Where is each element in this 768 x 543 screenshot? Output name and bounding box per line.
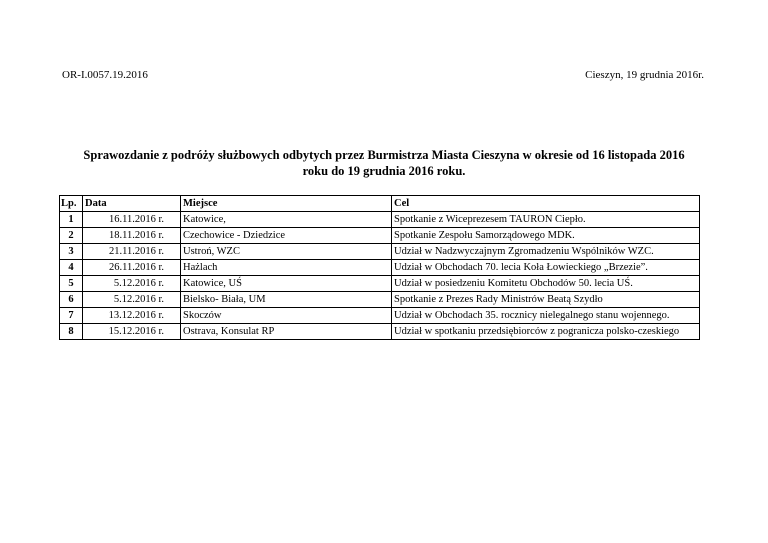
row-number: 4 [60, 260, 83, 276]
column-header-date: Data [83, 196, 181, 212]
table-row [60, 244, 700, 260]
row-date: 15.12.2016 r. [83, 324, 181, 340]
column-header-place: Miejsce [181, 196, 392, 212]
row-number: 2 [60, 228, 83, 244]
table-row [60, 228, 700, 244]
row-date: 5.12.2016 r. [83, 276, 181, 292]
table-row [60, 308, 700, 324]
document-reference-number: OR-I.0057.19.2016 [62, 69, 148, 81]
table-header-row [60, 196, 700, 212]
row-goal: Udział w Obchodach 35. rocznicy nielegalnego stanu wojennego. [392, 308, 700, 324]
row-goal: Udział w spotkaniu przedsiębiorców z pogranicza polsko-czeskiego [392, 324, 700, 340]
row-goal: Spotkanie Zespołu Samorządowego MDK. [392, 228, 700, 244]
column-header-goal: Cel [392, 196, 700, 212]
trips-table [59, 195, 700, 340]
document-place-date: Cieszyn, 19 grudnia 2016r. [585, 69, 704, 81]
table-row [60, 212, 700, 228]
table-row [60, 276, 700, 292]
row-number: 7 [60, 308, 83, 324]
row-goal: Udział w Obchodach 70. lecia Koła Łowieckiego „Brzezie”. [392, 260, 700, 276]
row-place: Katowice, UŚ [181, 276, 392, 292]
row-place: Bielsko- Biała, UM [181, 292, 392, 308]
row-date: 5.12.2016 r. [83, 292, 181, 308]
row-number: 5 [60, 276, 83, 292]
row-place: Czechowice - Dziedzice [181, 228, 392, 244]
row-date: 18.11.2016 r. [83, 228, 181, 244]
row-number: 8 [60, 324, 83, 340]
row-goal: Spotkanie z Wiceprezesem TAURON Ciepło. [392, 212, 700, 228]
row-goal: Udział w Nadzwyczajnym Zgromadzeniu Wspólników WZC. [392, 244, 700, 260]
row-date: 26.11.2016 r. [83, 260, 181, 276]
table-row [60, 292, 700, 308]
row-number: 6 [60, 292, 83, 308]
row-date: 16.11.2016 r. [83, 212, 181, 228]
row-place: Ustroń, WZC [181, 244, 392, 260]
document-title-line-2: roku do 19 grudnia 2016 roku. [302, 164, 466, 178]
row-date: 13.12.2016 r. [83, 308, 181, 324]
row-place: Katowice, [181, 212, 392, 228]
row-number: 3 [60, 244, 83, 260]
row-goal: Spotkanie z Prezes Rady Ministrów Beatą Szydło [392, 292, 700, 308]
row-place: Hażlach [181, 260, 392, 276]
document-title-line-1: Sprawozdanie z podróży służbowych odbytych przez Burmistrza Miasta Cieszyna w okresie od 16 listopada 2016 [83, 148, 685, 162]
row-place: Skoczów [181, 308, 392, 324]
table-row [60, 324, 700, 340]
document-title [40, 147, 728, 179]
row-place: Ostrava, Konsulat RP [181, 324, 392, 340]
row-goal: Udział w posiedzeniu Komitetu Obchodów 50. lecia UŚ. [392, 276, 700, 292]
table-row [60, 260, 700, 276]
row-date: 21.11.2016 r. [83, 244, 181, 260]
column-header-lp: Lp. [60, 196, 83, 212]
row-number: 1 [60, 212, 83, 228]
